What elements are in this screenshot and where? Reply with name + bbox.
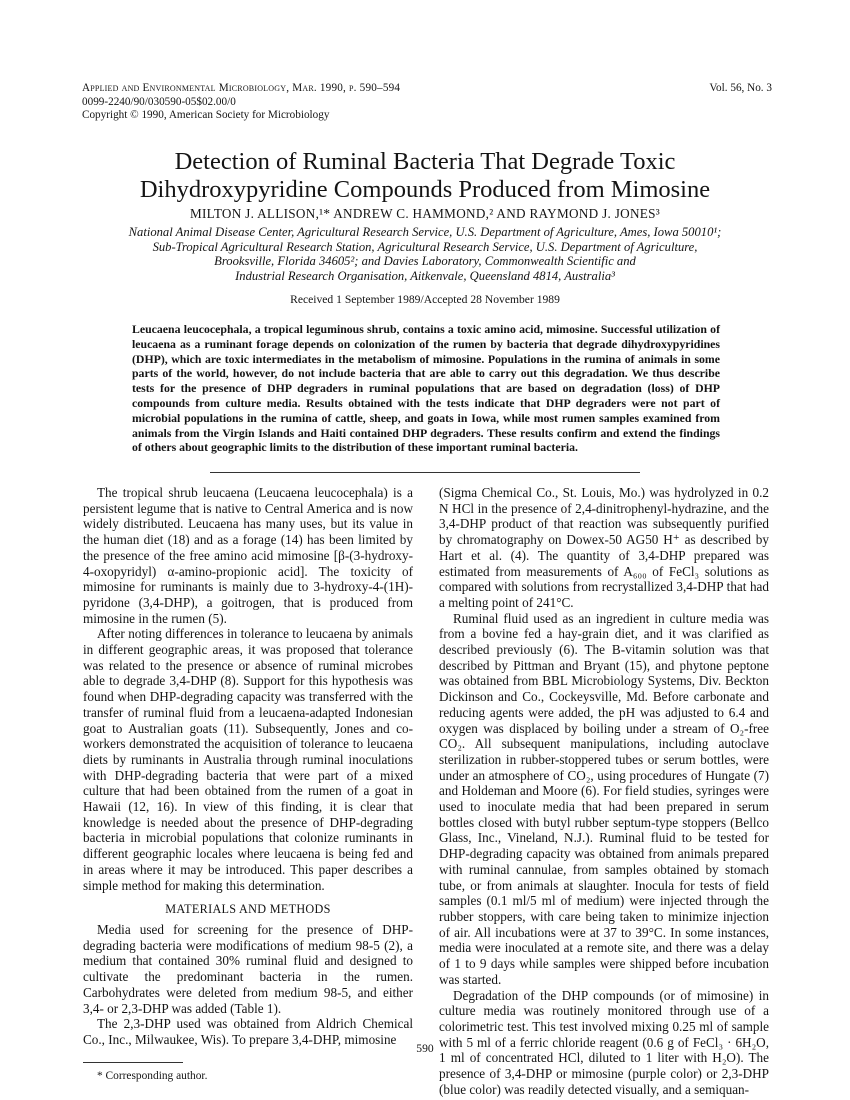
affiliation-line: Sub-Tropical Agricultural Research Station, Agricultural Research Service, U.S. Department of Agriculture, <box>152 239 698 254</box>
left-column <box>83 485 413 1084</box>
abstract-divider <box>210 472 640 473</box>
received-dates: Received 1 September 1989/Accepted 28 November 1989 <box>290 293 560 306</box>
affiliation-line: Brooksville, Florida 34605²; and Davies Laboratory, Commonwealth Scientific and <box>214 254 636 269</box>
page-number: 590 <box>416 1042 434 1055</box>
affiliations <box>60 225 790 283</box>
body-paragraph: The 2,3-DHP used was obtained from Aldrich Chemical Co., Inc., Milwaukee, Wis). To prepare 3,4-DHP, mimosine <box>83 1016 413 1047</box>
article-title <box>0 148 850 204</box>
body-paragraph: Ruminal fluid used as an ingredient in culture media was from a bovine fed a hay-grain diet, and it was clarified as described previously (6). The B-vitamin solution was that described by Pittman and Bryant (15), and phytone peptone was obtained from BBL Microbiology Systems, Div. Beckton Dickinson and Co., Cockeysville, Md. Before carbonate and reducing agents were added, the pH was adjusted to 6.4 and oxygen was displaced by boiling under a stream of O₂-free CO₂. All subsequent manipulations, including autoclave sterilization in rubber-stoppered tubes or serum bottles, were under an atmosphere of CO₂, using procedures of Hungate (7) and Holdeman and Moore (6). For field studies, syringes were used to inoculate media that had been prepared in serum bottles closed with butyl rubber septum-type stoppers (Bellco Glass, Inc., Vineland, N.J.). Ruminal fluid to be tested for DHP-degrading capacity was obtained from animals prepared with ruminal cannulae, from samples obtained by stomach tube, or from animals at slaughter. Inocula for tests of field samples (0.1 ml/5 ml of medium) were injected through the rubber stoppers, with care being taken to minimize injection of air. All incubations were at 37 to 39°C. In some instances, media were inoculated at a remote site, and there was a delay of 1 to 9 days while samples were shipped before incubation was started. <box>439 610 769 987</box>
volume-info: Vol. 56, No. 3 <box>709 82 772 94</box>
body-paragraph: Media used for screening for the presence of DHP-degrading bacteria were modifications of medium 98-5 (2), a medium that contained 30% ruminal fluid and designed to cultivate the predominant bacteria in the rumen. Carbohydrates were deleted from medium 98-5, and either 3,4- or 2,3-DHP was added (Table 1). <box>83 921 413 1016</box>
affiliation-line: Industrial Research Organisation, Aitkenvale, Queensland 4814, Australia³ <box>235 268 615 283</box>
abstract: Leucaena leucocephala, a tropical leguminous shrub, contains a toxic amino acid, mimosine. Successful utilization of leucaena as a ruminant forage depends on colonization of the rumen by bacteria that degrade dihydroxypyridines (DHP), which are toxic intermediates in the metabolism of mimosine. Populations in the rumina of animals in some parts of the world, however, do not include bacteria that are able to carry out this degradation. We thus describe tests for the presence of DHP degraders in ruminal populations that are based on degradation (loss) of DHP compounds from culture media. Results obtained with the tests indicate that DHP degraders were not part of microbial populations in the rumina of cattle, sheep, and goats in Iowa, while most rumen samples examined from animals from the Virgin Islands and Haiti contained DHP degraders. These results confirm and extend the findings of others about geographic limits to the distribution of these important ruminal bacteria. <box>132 322 720 455</box>
footnote-divider <box>83 1062 183 1063</box>
author-list: MILTON J. ALLISON,¹* ANDREW C. HAMMOND,² AND RAYMOND J. JONES³ <box>189 206 661 221</box>
body-paragraph: Degradation of the DHP compounds (or of mimosine) in culture media was routinely monitored through use of a colorimetric test. This test involved mixing 0.25 ml of sample with 5 ml of a ferric chloride reagent (0.6 g of FeCl₃ · 6H₂O, 1 ml of concentrated HCl, diluted to 1 liter with H₂O). The presence of 3,4-DHP or mimosine (purple color) or 2,3-DHP (blue color) was readily detected visually, and a semiquan- <box>439 987 769 1097</box>
section-heading: MATERIALS AND METHODS <box>165 902 331 917</box>
body-paragraph: The tropical shrub leucaena (Leucaena leucocephala) is a persistent legume that is native to Central America and is now widely distributed. Leucaena has many uses, but its value in the human diet (18) and as a forage (14) has been limited by the presence of the free amino acid mimosine [β-(3-hydroxy-4-oxopyridyl) α-amino-propionic acid]. The toxicity of mimosine for ruminants is mainly due to 3-hydroxy-4-(1H)-pyridone (3,4-DHP), a goitrogen, that is produced from mimosine in the rumen (5). <box>83 485 413 626</box>
journal-citation: Applied and Environmental Microbiology, Mar. 1990, p. 590–594 <box>82 82 401 94</box>
affiliation-line: National Animal Disease Center, Agricultural Research Service, U.S. Department of Agriculture, Ames, Iowa 50010¹; <box>128 225 722 239</box>
body-paragraph: After noting differences in tolerance to leucaena by animals in different geographic areas, it was proposed that tolerance was related to the presence or absence of ruminal microbes able to degrade 3,4-DHP (8). Support for this hypothesis was found when DHP-degrading capacity was transferred with the transfer of ruminal fluid from a leucaena-adapted Indonesian goat to Australian goats (11). Subsequently, Jones and co-workers demonstrated the acquisition of tolerance to leucaena diets by ruminants in Australia through ruminal inoculations with DHP-degrading bacteria that were part of a mixed culture that had been obtained from the rumen of a goat in Hawaii (12, 16). In view of this finding, it is clear that knowledge is needed about the presence of DHP-degrading bacteria in microbial populations that colonize ruminants in different geographic locales where leucaena is being fed and in areas where it may be introduced. This paper describes a simple method for making this determination. <box>83 626 413 893</box>
title-line-2: Dihydroxypyridine Compounds Produced from Mimosine <box>139 176 711 203</box>
title-line-1: Detection of Ruminal Bacteria That Degrade Toxic <box>174 148 676 175</box>
body-paragraph: (Sigma Chemical Co., St. Louis, Mo.) was hydrolyzed in 0.2 N HCl in the presence of 2,4-dinitrophenyl-hydrazine, and the 3,4-DHP product of that reaction was subsequently purified by chromatography on Dowex-50 AG50 H⁺ as described by Hart et al. (4). The quantity of 3,4-DHP prepared was estimated from measurements of A₆₀₀ of FeCl₃ solutions as compared with solutions from recrystallized 3,4-DHP that had a melting point of 241°C. <box>439 485 769 610</box>
footnote: * Corresponding author. <box>97 1069 208 1082</box>
right-column <box>439 485 769 1097</box>
copyright-line: Copyright © 1990, American Society for Microbiology <box>82 109 330 122</box>
article-code: 0099-2240/90/030590-05$02.00/0 <box>82 95 236 108</box>
running-header <box>82 82 400 123</box>
